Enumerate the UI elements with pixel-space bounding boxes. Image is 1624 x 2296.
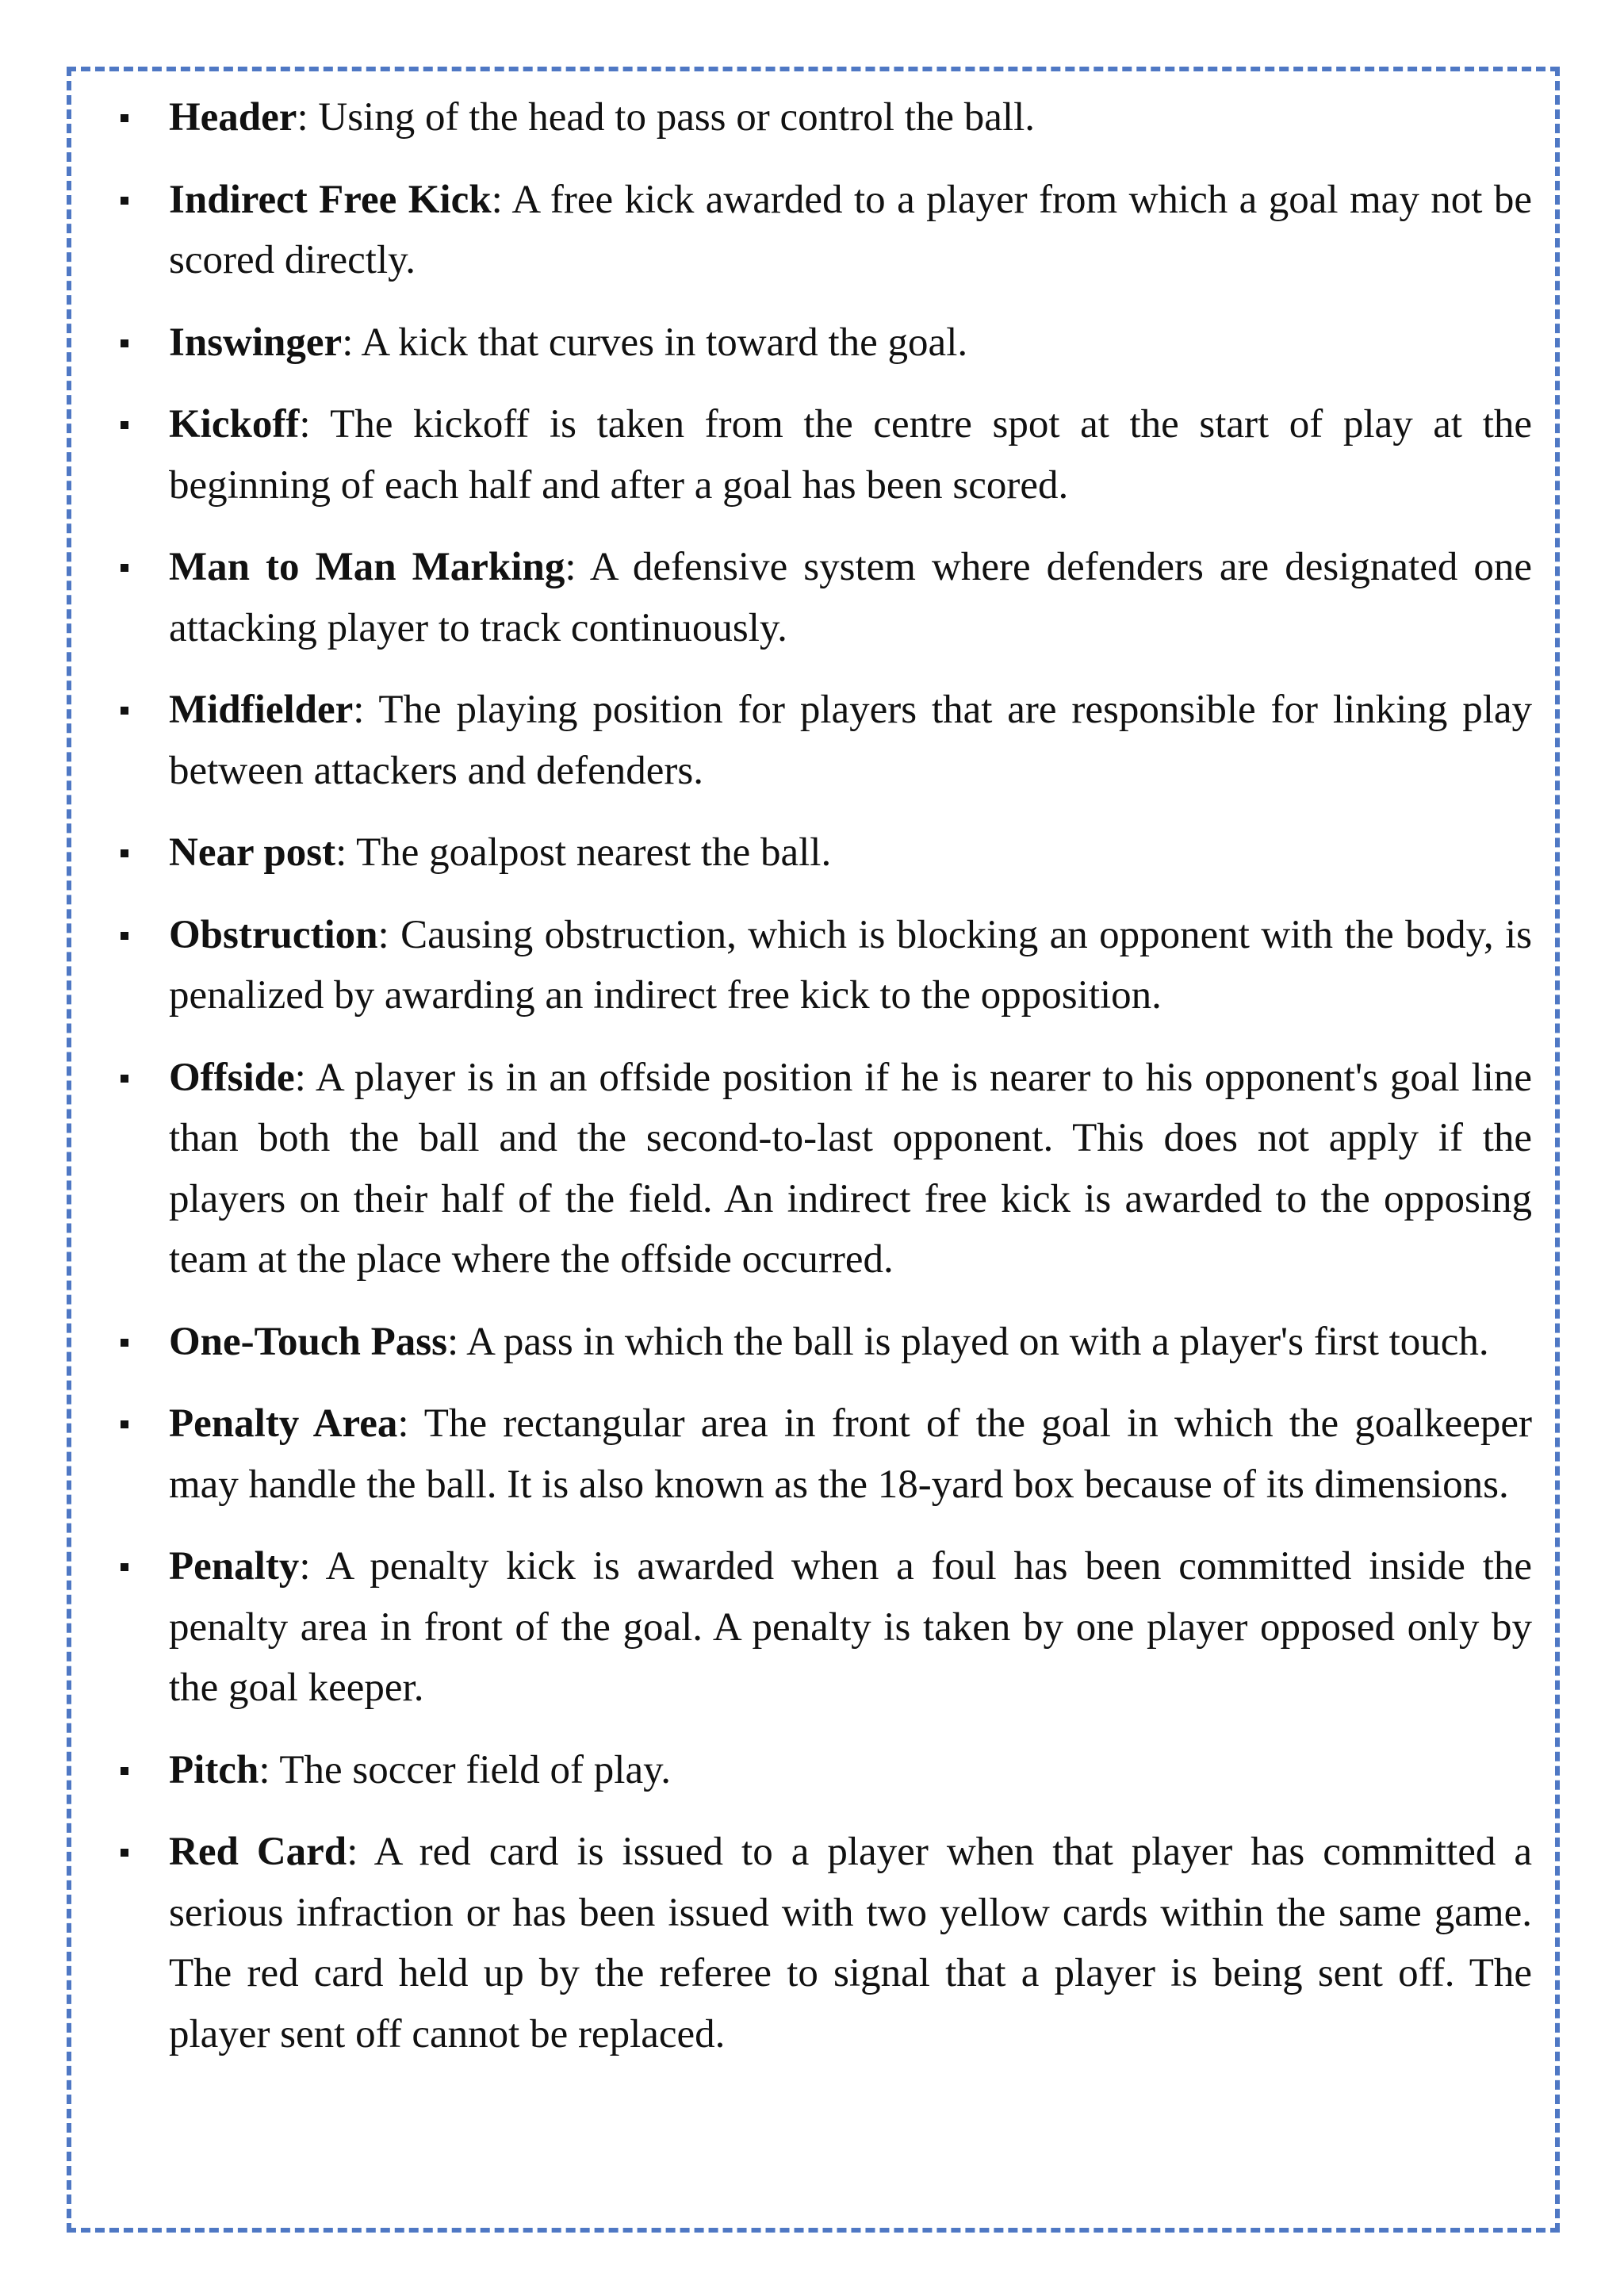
term-name: Red Card: [169, 1830, 347, 1874]
term-definition: Using of the head to pass or control the ball.: [318, 95, 1036, 140]
glossary-entry-indirect-free-kick: Indirect Free Kick: A free kick awarded to a player from which a goal may not be scored directly.: [100, 170, 1532, 291]
term-definition: The kickoff is taken from the centre spot at the start of play at the beginning of each half and after a goal has been scored.: [169, 402, 1533, 508]
bullet-square-icon: [121, 1075, 128, 1083]
glossary-entry-obstruction: Obstruction: Causing obstruction, which is blocking an opponent with the body, is penalized by awarding an indirect free kick to the opposition.: [100, 905, 1532, 1026]
glossary-entry-pitch: Pitch: The soccer field of play.: [100, 1740, 1532, 1801]
glossary-entry-red-card: Red Card: A red card is issued to a player when that player has committed a serious infraction or has been issued with two yellow cards within the same game. The red card held up by the referee to signal that a player is being sent off. The player sent off cannot be replaced.: [100, 1822, 1532, 2064]
bullet-square-icon: [121, 339, 128, 347]
term-definition: A player is in an offside position if he is nearer to his opponent's goal line than both the ball and the second-to-last opponent. This does not apply if the players on their half of the field. An indirect free kick is awarded to the opposing team at the place where the offside occurred.: [169, 1055, 1532, 1282]
glossary-entry-offside: Offside: A player is in an offside position if he is nearer to his opponent's goal line than both the ball and the second-to-last opponent. This does not apply if the players on their half of the field. An indirect free kick is awarded to the opposing team at the place where the offside occurred.: [100, 1048, 1532, 1290]
bullet-square-icon: [121, 1563, 128, 1571]
term-name: Penalty Area: [169, 1401, 398, 1446]
glossary-entry-inswinger: Inswinger: A kick that curves in toward the goal.: [100, 312, 1532, 374]
term-name: Pitch: [169, 1747, 259, 1792]
glossary-entry-one-touch-pass: One-Touch Pass: A pass in which the ball is played on with a player's first touch.: [100, 1312, 1532, 1373]
term-definition: The soccer field of play.: [279, 1747, 672, 1792]
glossary-entry-man-to-man-marking: Man to Man Marking: A defensive system where defenders are designated one attacking player to track continuously.: [100, 537, 1532, 658]
glossary-entry-midfielder: Midfielder: The playing position for players that are responsible for linking play between attackers and defenders.: [100, 680, 1532, 801]
glossary-entry-near-post: Near post: The goalpost nearest the ball.: [100, 822, 1532, 884]
term-name: Near post: [169, 830, 336, 875]
term-definition: A penalty kick is awarded when a foul has been committed inside the penalty area in front of the goal. A penalty is taken by one player opposed only by the goal keeper.: [169, 1544, 1532, 1710]
term-name: Kickoff: [169, 402, 300, 447]
glossary-entry-header: Header: Using of the head to pass or control the ball.: [100, 87, 1532, 148]
term-definition: The goalpost nearest the ball.: [356, 830, 832, 875]
term-definition: A pass in which the ball is played on with a player's first touch.: [466, 1319, 1489, 1364]
term-name: Offside: [169, 1055, 295, 1100]
term-definition: A free kick awarded to a player from which a goal may not be scored directly.: [169, 177, 1533, 282]
bullet-square-icon: [121, 197, 128, 205]
glossary-list: [100, 87, 1532, 2086]
term-name: Man to Man Marking: [169, 545, 565, 589]
glossary-entry-penalty-area: Penalty Area: The rectangular area in front of the goal in which the goalkeeper may handle the ball. It is also known as the 18-yard box because of its dimensions.: [100, 1393, 1532, 1515]
term-definition: A red card is issued to a player when that player has committed a serious infraction or has been issued with two yellow cards within the same game. The red card held up by the referee to signal that a player is being sent off. The player sent off cannot be replaced.: [169, 1830, 1532, 2056]
bullet-square-icon: [121, 932, 128, 940]
bullet-square-icon: [121, 421, 128, 429]
bullet-square-icon: [121, 1849, 128, 1857]
term-name: Penalty: [169, 1544, 300, 1589]
bullet-square-icon: [121, 1767, 128, 1775]
term-name: Header: [169, 95, 297, 140]
bullet-square-icon: [121, 707, 128, 715]
term-definition: A defensive system where defenders are designated one attacking player to track continuously.: [169, 545, 1533, 650]
bullet-square-icon: [121, 1420, 128, 1428]
term-name: Midfielder: [169, 688, 354, 732]
bullet-square-icon: [121, 114, 128, 122]
term-name: One-Touch Pass: [169, 1319, 447, 1364]
term-name: Inswinger: [169, 320, 343, 365]
term-definition: A kick that curves in toward the goal.: [361, 320, 968, 365]
glossary-entry-penalty: Penalty: A penalty kick is awarded when a foul has been committed inside the penalty area in front of the goal. A penalty is taken by one player opposed only by the goal keeper.: [100, 1536, 1532, 1719]
glossary-entry-kickoff: Kickoff: The kickoff is taken from the centre spot at the start of play at the beginning of each half and after a goal has been scored.: [100, 394, 1532, 516]
term-definition: The rectangular area in front of the goal in which the goalkeeper may handle the ball. It is also known as the 18-yard box because of its dimensions.: [169, 1401, 1532, 1507]
bullet-square-icon: [121, 564, 128, 572]
term-definition: Causing obstruction, which is blocking an opponent with the body, is penalized by awarding an indirect free kick to the opposition.: [169, 912, 1532, 1018]
term-name: Indirect Free Kick: [169, 177, 492, 222]
bullet-square-icon: [121, 1339, 128, 1347]
bullet-square-icon: [121, 849, 128, 857]
term-definition: The playing position for players that are responsible for linking play between attackers and defenders.: [169, 688, 1533, 793]
term-name: Obstruction: [169, 912, 378, 957]
